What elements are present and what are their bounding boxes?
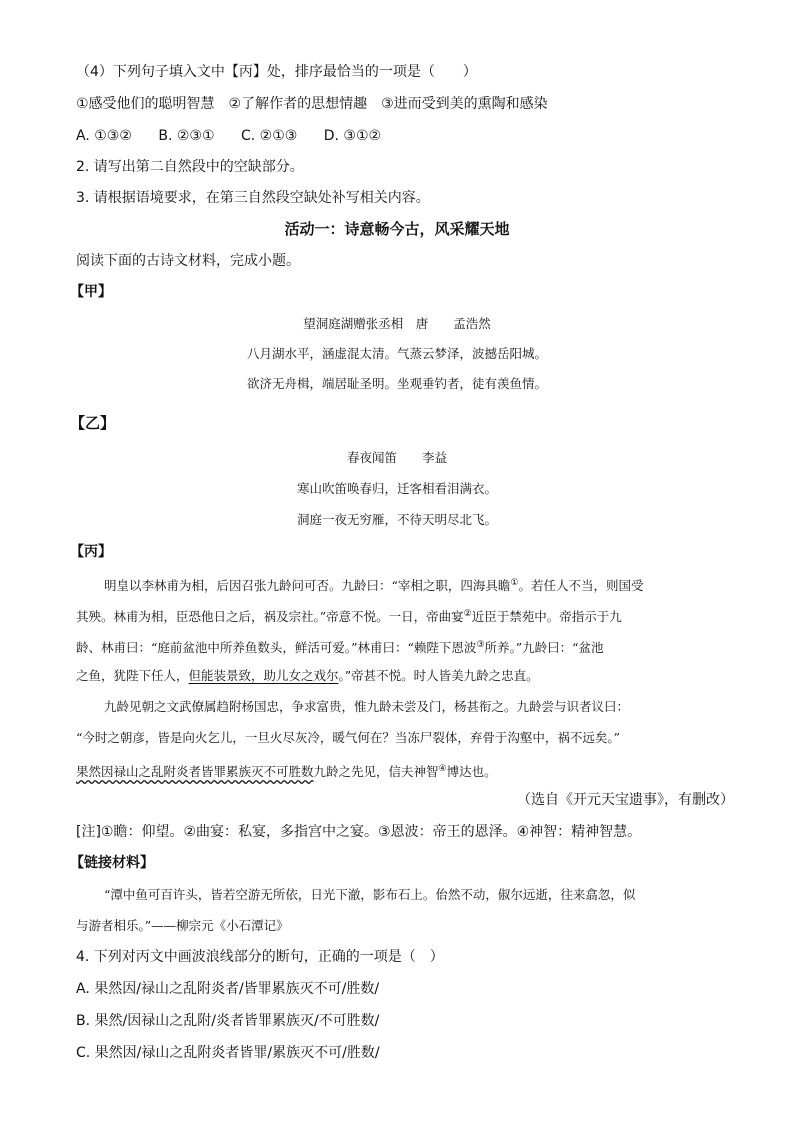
yi-poem-line-1: 寒山吹笛唤春归，迁客相看泪满衣。 bbox=[296, 481, 497, 496]
jia-poem-line-1: 八月湖水平，涵虚混太清。气蒸云梦泽，波撼岳阳城。 bbox=[246, 346, 547, 361]
option-a: A. ①③② bbox=[76, 128, 132, 144]
activity-title: 活动一：诗意畅今古，风采耀天地 bbox=[284, 220, 510, 238]
question-3: 3. 请根据语境要求，在第三自然段空缺处补写相关内容。 bbox=[76, 190, 430, 206]
text-span: 近臣于禁苑中。帝指示于九 bbox=[471, 609, 622, 625]
note-marker: ③ bbox=[476, 640, 485, 650]
question-4-option-a: A. 果然因/禄山之乱附炎者/皆罪累族灭不可/胜数/ bbox=[76, 981, 380, 997]
underlined-sentence: 但能装景致，助儿女之戏尔 bbox=[188, 668, 339, 683]
text-span: 龄、林甫曰：“庭前盆池中所养鱼数头，鲜活可爱。”林甫曰：“赖陛下恩波 bbox=[76, 640, 477, 656]
yi-label: 【乙】 bbox=[70, 414, 116, 432]
text-span: 其殃。林甫为相，臣恐他日之后，祸及宗社。”帝意不悦。一日，帝曲宴 bbox=[76, 609, 464, 625]
wavy-underlined-sentence: 果然因禄山之乱附炎者皆罪累族灭不可胜数 bbox=[76, 764, 314, 780]
link-label: 【链接材料】 bbox=[70, 855, 154, 871]
option-c: C. ②①③ bbox=[240, 128, 298, 144]
question-2: 2. 请写出第二自然段中的空缺部分。 bbox=[76, 159, 304, 175]
bing-p1-line-3 bbox=[76, 635, 604, 658]
note-marker: ④ bbox=[438, 764, 447, 774]
link-line-2: 与游者相乐。”——柳宗元《小石潭记》 bbox=[76, 918, 289, 933]
option-b: B. ②③① bbox=[158, 128, 215, 144]
q4-sub-stem: （4）下列句子填入文中【丙】处，排序最恰当的一项是（ ） bbox=[76, 64, 477, 80]
option-d: D. ③①② bbox=[323, 128, 382, 144]
question-4-option-b: B. 果然/因禄山之乱附/炎者皆罪累族灭/不可胜数/ bbox=[76, 1013, 380, 1029]
q4-sub-options bbox=[76, 126, 403, 146]
note-marker: ② bbox=[463, 609, 472, 619]
text-span: 之鱼，犹陛下任人， bbox=[76, 668, 189, 683]
bing-p2-line-1: 九龄见朝之文武僚属趋附杨国忠，争求富贵，惟九龄未尝及门，杨甚衔之。九龄尝与识者议曰： bbox=[104, 699, 630, 714]
text-span: 所养。”九龄曰：“盆池 bbox=[484, 640, 604, 656]
note-marker: ① bbox=[510, 578, 519, 588]
jia-label: 【甲】 bbox=[70, 284, 112, 300]
link-line-1: “潭中鱼可百许头，皆若空游无所依，日光下澈，影布石上。佁然不动，俶尔远逝，往来翕忽，似 bbox=[104, 887, 636, 902]
reading-instruction: 阅读下面的古诗文材料，完成小题。 bbox=[76, 253, 300, 269]
bing-p1-line-4 bbox=[76, 666, 539, 686]
annotations: [注]①瞻：仰望。②曲宴：私宴，多指宫中之宴。③恩波：帝王的恩泽。④神智：精神智慧。 bbox=[76, 824, 642, 840]
question-4-stem: 4. 下列对丙文中画波浪线部分的断句，正确的一项是（ ） bbox=[76, 949, 444, 965]
text-span: 。若任人不当，则国受 bbox=[518, 578, 644, 594]
jia-poem-line-2: 欲济无舟楫，端居耻圣明。坐观垂钓者，徒有羡鱼情。 bbox=[246, 376, 547, 391]
bing-source: （选自《开元天宝遗事》，有删改） bbox=[517, 792, 734, 808]
text-span: 博达也。 bbox=[446, 764, 497, 780]
bing-p2-line-2: “今时之朝彦，皆是向火乞儿，一旦火尽灰冷，暖气何在？当冻尸裂体，弃骨于沟壑中，祸不远矣。” bbox=[76, 730, 621, 745]
bing-p1-line-1 bbox=[104, 573, 644, 596]
text-span: 九龄之先见，信夫神智 bbox=[313, 764, 439, 780]
yi-poem-title: 春夜闻笛 李益 bbox=[346, 450, 447, 465]
q4-sub-items: ①感受他们的聪明智慧 ②了解作者的思想情趣 ③进而受到美的熏陶和感染 bbox=[76, 96, 548, 112]
question-4-option-c: C. 果然因/禄山之乱附炎者皆罪/累族灭不可/胜数/ bbox=[76, 1045, 380, 1061]
text-span: 明皇以李林甫为相，后因召张九龄问可否。九龄曰：“宰相之职，四海具瞻 bbox=[104, 578, 511, 594]
bing-p2-line-3 bbox=[76, 759, 497, 782]
jia-poem-title: 望洞庭湖赠张丞相 唐 孟浩然 bbox=[303, 316, 491, 331]
bing-p1-line-2 bbox=[76, 604, 622, 627]
text-span: 。”帝甚不悦。时人皆美九龄之忠直。 bbox=[338, 668, 539, 683]
bing-label: 【丙】 bbox=[70, 544, 112, 560]
yi-poem-line-2: 洞庭一夜无穷雁，不待天明尽北飞。 bbox=[296, 512, 497, 527]
